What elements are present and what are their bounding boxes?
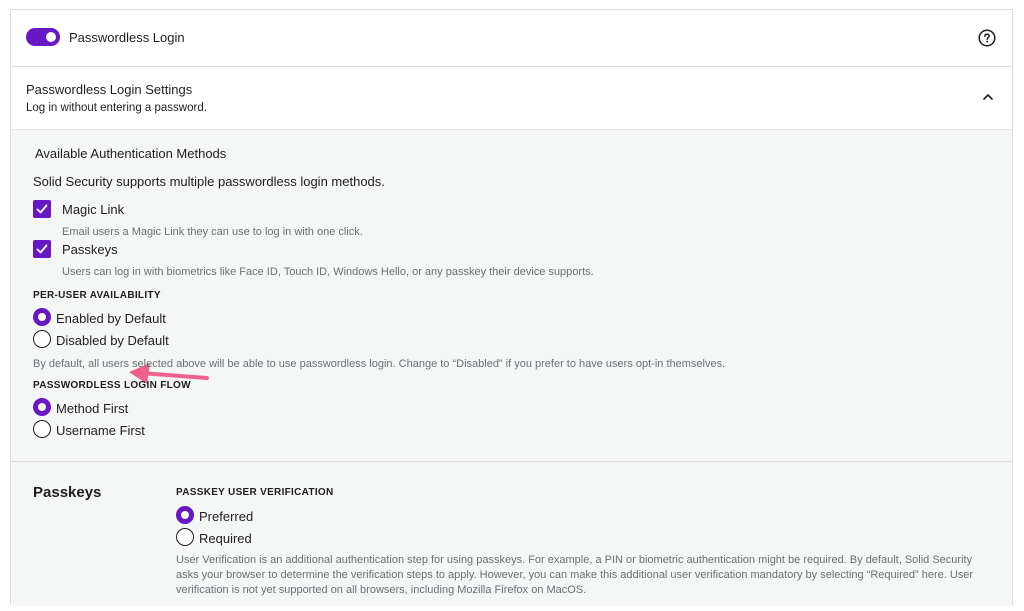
magic-link-checkbox[interactable]	[33, 200, 51, 218]
settings-body	[11, 130, 1012, 462]
username-first-label[interactable]: Username First	[56, 423, 145, 438]
help-circle-icon[interactable]	[978, 29, 996, 47]
preferred-radio[interactable]	[176, 506, 194, 524]
passkeys-label[interactable]: Passkeys	[62, 242, 118, 257]
required-label[interactable]: Required	[199, 531, 252, 546]
enabled-by-default-radio[interactable]	[33, 308, 51, 326]
passkeys-checkbox[interactable]	[33, 240, 51, 258]
settings-subtitle: Log in without entering a password.	[26, 102, 207, 114]
chevron-up-icon[interactable]	[982, 92, 994, 102]
enabled-by-default-label[interactable]: Enabled by Default	[56, 311, 166, 326]
passwordless-login-panel	[10, 9, 1013, 605]
settings-title: Passwordless Login Settings	[26, 82, 193, 97]
passkey-verification-heading: PASSKEY USER VERIFICATION	[176, 487, 334, 498]
check-icon	[35, 242, 49, 256]
availability-help: By default, all users selected above will be able to use passwordless login. Change to “Disabled” if you prefer to have users opt-in themselves.	[33, 358, 726, 370]
method-first-label[interactable]: Method First	[56, 401, 129, 416]
required-radio[interactable]	[176, 528, 194, 546]
magic-link-help: Email users a Magic Link they can use to log in with one click.	[62, 226, 363, 238]
availability-heading: PER-USER AVAILABILITY	[33, 290, 161, 301]
module-header	[11, 10, 1012, 67]
passwordless-login-toggle[interactable]	[26, 28, 60, 46]
settings-summary[interactable]	[11, 67, 1012, 130]
methods-heading: Available Authentication Methods	[35, 146, 227, 161]
toggle-knob	[46, 32, 56, 42]
method-first-radio[interactable]	[33, 398, 51, 416]
preferred-label[interactable]: Preferred	[199, 509, 254, 524]
disabled-by-default-radio[interactable]	[33, 330, 51, 348]
flow-heading: PASSWORDLESS LOGIN FLOW	[33, 380, 191, 391]
disabled-by-default-label[interactable]: Disabled by Default	[56, 333, 169, 348]
check-icon	[35, 202, 49, 216]
module-title: Passwordless Login	[69, 30, 185, 45]
methods-intro: Solid Security supports multiple passwordless login methods.	[33, 174, 385, 189]
passkeys-help: Users can log in with biometrics like Face ID, Touch ID, Windows Hello, or any passkey their device supports.	[62, 266, 594, 278]
username-first-radio[interactable]	[33, 420, 51, 438]
passkey-verification-help: User Verification is an additional authentication step for using passkeys. For example, a PIN or biometric authentication might be required. By default, Solid Security asks your browser to determine the verification steps to apply. However, you can make this additional user verification mandatory by selecting “Required” here. User verification is not yet supported on all browsers, including Mozilla Firefox on MacOS.	[176, 554, 974, 596]
passkeys-section-title: Passkeys	[33, 484, 102, 501]
magic-link-label[interactable]: Magic Link	[62, 202, 125, 217]
passkeys-section	[11, 462, 1012, 606]
